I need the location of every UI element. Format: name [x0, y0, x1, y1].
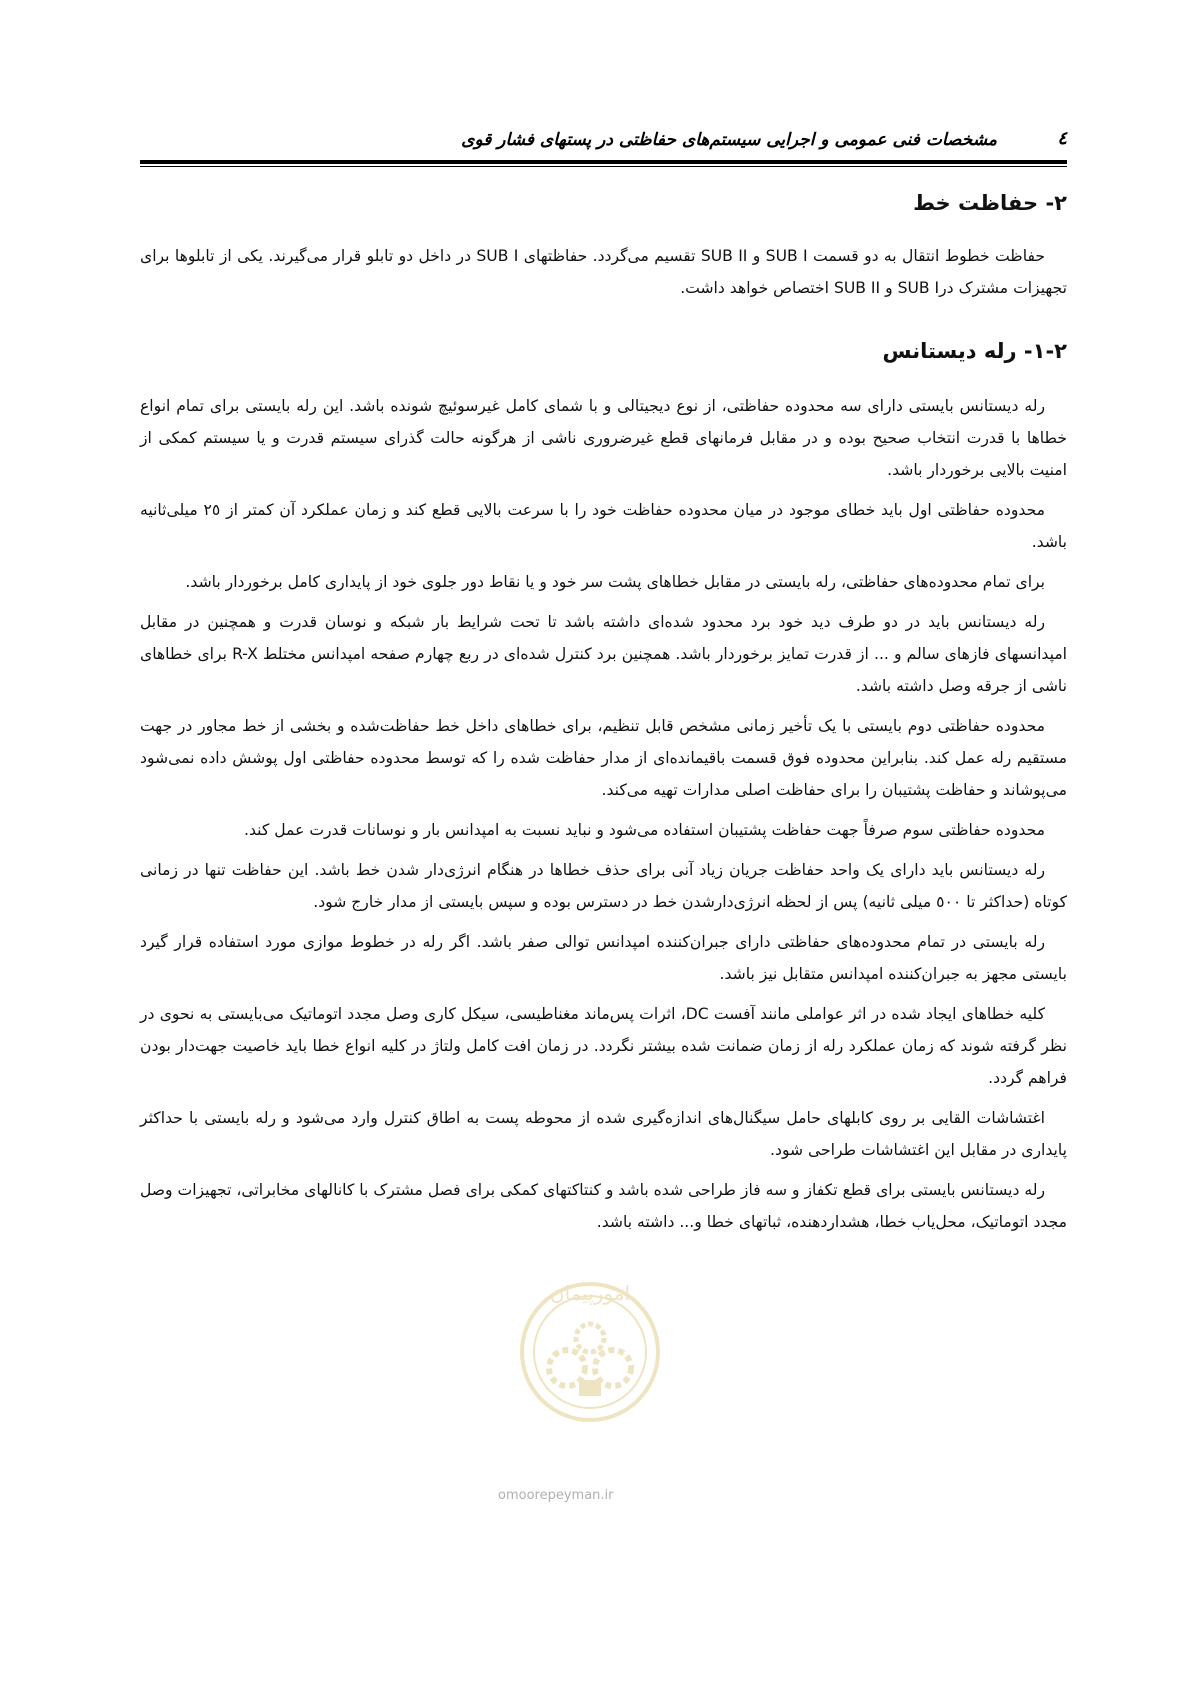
- paragraph-7: رله دیستانس باید دارای یک واحد حفاظت جریان زیاد آنی برای حذف خطاها در هنگام انرژی‌دار شدن خط باشد. این حفاظت تنها در زمانی کوتاه (حداکثر تا ٥٠٠ میلی ثانیه) پس از لحظه انرژی‌دارشدن خط در دسترس بوده و سپس بایستی از مدار خارج شود.: [140, 861, 1067, 911]
- section-heading: ٢- حفاظت خط: [913, 191, 1067, 215]
- header-rule-thin: [140, 166, 1067, 167]
- paragraph-11: رله دیستانس بایستی برای قطع تکفاز و سه فاز طراحی شده باشد و کنتاکتهای کمکی برای فصل مشترک با کانالهای مخابراتی، تجهیزات وصل مجدد اتوماتیک، محل‌یاب خطا، هشداردهنده، ثباتهای خطا و... داشته باشد.: [139, 1181, 1067, 1231]
- paragraph-9: کلیه خطاهای ایجاد شده در اثر عواملی مانند آفست DC، اثرات پس‌ماند مغناطیسی، سیکل کاری وصل مجدد اتوماتیک می‌بایستی به نحوی در نظر گرفته شوند که زمان عملکرد رله از زمان ضمانت شده بیشتر نگردد. در زمان افت کامل ولتاژ در کلیه انواع خطا باید خاصیت جهت‌دار بودن فراهم گردد.: [140, 1005, 1067, 1087]
- svg-text:امورپیمان: امورپیمان: [549, 1281, 631, 1305]
- header-title: مشخصات فنی عمومی و اجرایی سیستم‌های حفاظتی در پستهای فشار قوی: [461, 130, 997, 150]
- watermark-logo-icon: [505, 1260, 675, 1430]
- paragraph-5: محدوده حفاظتی دوم بایستی با یک تأخیر زمانی مشخص قابل تنظیم، برای خطاهای داخل خط حفاظت‌شده و بخشی از خط مجاور در جهت مستقیم رله عمل کند. بنابراین محدوده فوق قسمت باقیمانده‌ای از مدار حفاظت شده را که توسط محدوده حفاظتی اول پوشش داده نمی‌شود می‌پوشاند و حفاظت پشتیبان را برای حفاظت اصلی مدارات تهیه می‌کند.: [140, 717, 1067, 799]
- paragraph-4: رله دیستانس باید در دو طرف دید خود برد محدود شده‌ای داشته باشد تا تحت شرایط بار شبکه و نوسان قدرت و همچنین در مقابل امپدانسهای فازهای سالم و ... از قدرت تمایز برخوردار باشد. همچنین برد کنترل شده‌ای در ربع چهارم صفحه امپدانس مختلط R-X برای خطاهای ناشی از جرقه وصل داشته باشد.: [140, 613, 1068, 695]
- page-number: ٤: [1057, 128, 1067, 149]
- page-content: [140, 186, 1067, 1246]
- paragraph-6: محدوده حفاظتی سوم صرفاً جهت حفاظت پشتیبان استفاده می‌شود و نباید نسبت به امپدانس بار و نوسانات قدرت عمل کند.: [244, 821, 1045, 839]
- page-header: [140, 124, 1067, 168]
- paragraph-3: برای تمام محدوده‌های حفاظتی، رله بایستی در مقابل خطاهای پشت سر خود و یا نقاط دور جلوی خود از پایداری کامل برخوردار باشد.: [185, 573, 1045, 591]
- header-rule-thick: [140, 160, 1067, 164]
- subsection-heading: ٢-١- رله دیستانس: [882, 339, 1067, 363]
- paragraph-8: رله بایستی در تمام محدوده‌های حفاظتی دارای جبران‌کننده امپدانس توالی صفر باشد. اگر رله در خطوط موازی مورد استفاده قرار گیرد بایستی مجهز به جبران‌کننده امپدانس متقابل نیز باشد.: [140, 933, 1067, 983]
- paragraph-1: رله دیستانس بایستی دارای سه محدوده حفاظتی، از نوع دیجیتالی و با شمای کامل غیرسوئیچ شونده باشد. این رله بایستی برای تمام انواع خطاها با قدرت انتخاب صحیح بوده و در مقابل فرمانهای قطع غیرضروری ناشی از هرگونه حالت گذرای سیستم قدرت و یا سیستم کمکی از امنیت بالایی برخوردار باشد.: [140, 397, 1067, 479]
- paragraph-10: اغتشاشات القایی بر روی کابلهای حامل سیگنال‌های اندازه‌گیری شده از محوطه پست به اطاق کنترل وارد می‌شود و رله بایستی با حداکثر پایداری در مقابل این اغتشاشات طراحی شود.: [140, 1109, 1067, 1159]
- watermark-caption: omoorepeyman.ir: [498, 1488, 614, 1503]
- section-intro-paragraph: حفاظت خطوط انتقال به دو قسمت SUB I و SUB II تقسیم می‌گردد. حفاظتهای SUB I در داخل دو تابلو قرار می‌گیرند. یکی از تابلوها برای تجهیزات مشترک درSUB I و SUB II اختصاص خواهد داشت.: [140, 247, 1067, 297]
- paragraph-2: محدوده حفاظتی اول باید خطای موجود در میان محدوده حفاظت خود را با سرعت بالایی قطع کند و زمان عملکرد آن کمتر از ٢٥ میلی‌ثانیه باشد.: [140, 501, 1067, 551]
